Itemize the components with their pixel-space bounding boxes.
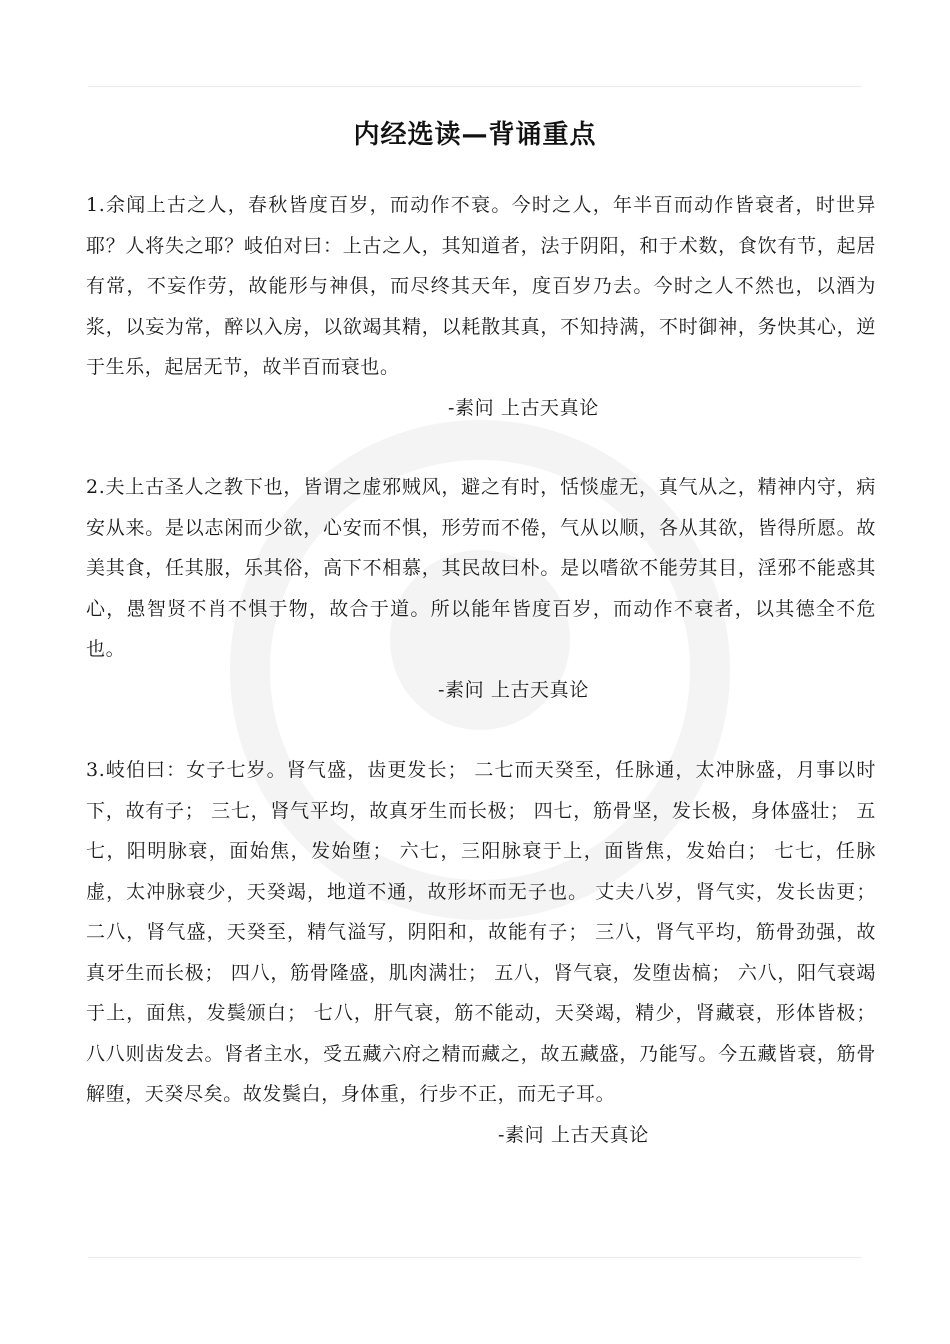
passage-text: 1.余闻上古之人，春秋皆度百岁，而动作不衰。今时之人，年半百而动作皆衰者，时世异耶？人将失之耶？岐伯对曰：上古之人，其知道者，法于阴阳，和于术数，食饮有节，起居有常，不妄作劳，故能形与神俱，而尽终其天年，度百岁乃去。今时之人不然也，以酒为浆，以妄为常，醉以入房，以欲竭其精，以耗散其真，不知持满，不时御神，务快其心，逆于生乐，起居无节，故半百而衰也。 [86,194,876,378]
header-rule [88,86,862,87]
passage-text: 3.岐伯曰：女子七岁。肾气盛，齿更发长； 二七而天癸至，任脉通，太冲脉盛，月事以时下，故有子； 三七，肾气平均，故真牙生而长极； 四七，筋骨坚，发长极，身体盛壮； 五七，阳明脉衰，面始焦，发始堕； 六七，三阳脉衰于上，面皆焦，发始白； 七七，任脉虚，太冲脉衰少，天癸竭，地道不通，故形坏而无子也。 丈夫八岁，肾气实，发长齿更； 二八，肾气盛，天癸至，精气溢写，阴阳和，故能有子； 三八，肾气平均，筋骨劲强，故真牙生而长极； 四八，筋骨隆盛，肌肉满壮； 五八，肾气衰，发堕齿槁； 六八，阳气衰竭于上，面焦，发鬓颁白； 七八，肝气衰，筋不能动，天癸竭，精少，肾藏衰，形体皆极； 八八则齿发去。肾者主水，受五藏六府之精而藏之，故五藏盛，乃能写。今五藏皆衰，筋骨解堕，天癸尽矣。故发鬓白，身体重，行步不正，而无子耳。 [86,759,876,1105]
page-title: 内经选读—背诵重点 [353,120,597,150]
passage-text: 2.夫上古圣人之教下也，皆谓之虚邪贼风，避之有时，恬惔虚无，真气从之，精神内守，病安从来。是以志闲而少欲，心安而不惧，形劳而不倦，气从以顺，各从其欲，皆得所愿。故美其食，任其服，乐其俗，高下不相慕，其民故曰朴。是以嗜欲不能劳其目，淫邪不能惑其心，愚智贤不肖不惧于物，故合于道。所以能年皆度百岁，而动作不衰者，以其德全不危也。 [86,476,876,660]
passage-source: -素问 上古天真论 [438,678,589,701]
passage-source: -素问 上古天真论 [448,396,599,419]
passage-source: -素问 上古天真论 [498,1123,649,1146]
passage-1 [86,185,876,428]
passage-2 [86,467,876,710]
footer-rule [88,1257,862,1258]
passage-3 [86,750,876,1155]
